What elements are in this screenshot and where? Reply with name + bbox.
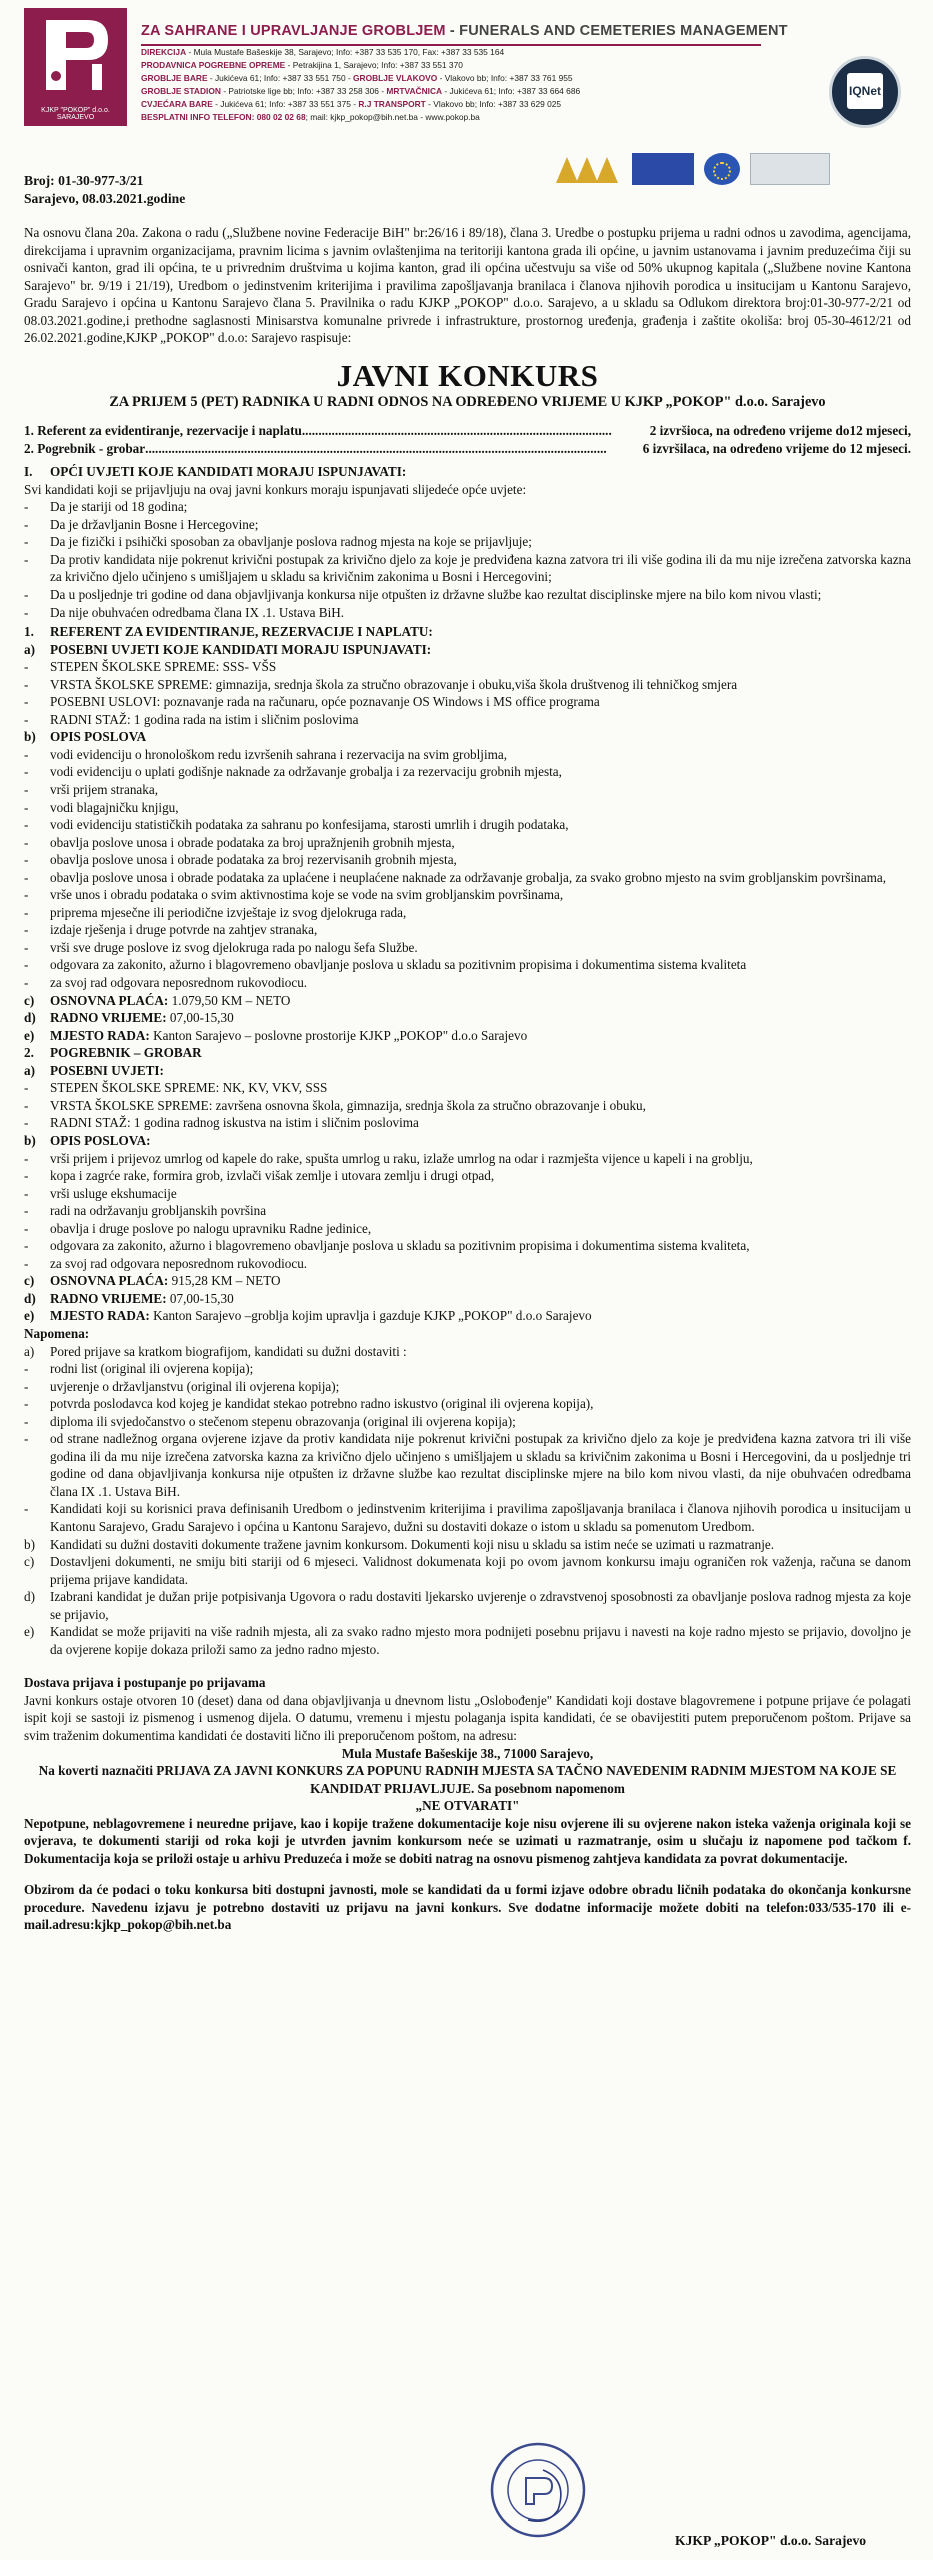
pogrebnik-duty-item [24,1202,911,1220]
referent-duty-item-text: obavlja poslove unosa i obrade podataka za uplaćene i neuplaćene naknade za održavanje grobalja, za svako grobno mjesto na svim grobljanskim površinama, [50,869,887,885]
pogrebnik-heading: 2. POGREBNIK – GROBAR [24,1045,202,1061]
job-fact [24,1027,911,1045]
required-document-item-marker: - [24,1361,29,1377]
job-fact-marker: e) [24,1027,35,1043]
job-fact-text [50,992,911,1010]
referent-duty-item [24,974,911,992]
pogrebnik-duty-item-marker: - [24,1238,29,1254]
required-document-item-text: Kandidati koji su korisnici prava definisanih Uredbom o jedinstvenim kriterijima i pravilima zapošljavanja branilaca i članova njihovih porodica u insitucijam u Kantonu Sarajevo, Gradu Sarajevo i općina u Kantonu Sarajevo, dužni su dostaviti dokaze o istom u skladu sa pomenutom Uredbom. [50,1501,911,1534]
referent-duties-list [24,746,911,992]
referent-duty-item-marker: - [24,904,29,920]
referent-duty-item [24,851,911,869]
incomplete-applications-warning: Nepotpune, neblagovremene i neuredne prijave, kao i kopije tražene dokumentacije koje nisu ovjerene ili su ovjerene nakon isteka važenja originala koji se ovjerava, te dokumenti stariji od roka koji je utvrđen javnim konkursom neće se uzimati u razmatranje, osim u slučaju iz napomene pod tačkom f. Dokumentacija koja se priloži ostaje u arhivu Preduzeća i može se dobiti natrag na osnovu pismenog zahtjeva kandidata za povrat dokumentacije. [24,1815,911,1866]
logo-caption: KJKP "POKOP" d.o.o. SARAJEVO [41,106,110,122]
required-documents-list [24,1360,911,1535]
privacy-consent-note: Obzirom da će podaci o toku konkursa biti dostupni javnosti, mole se kandidati da u formi izjave odobre obradu ličnih podataka do okončanja konkursne procedure. Navedenu izjavu je potrebno dostaviti uz prijavu na javni konkurs. Sve dodatne informacije možete dobiti na telefon:033/535-170 ili e-mail.adresu:kjkp_pokop@bih.net.ba [24,1882,911,1933]
general-condition-item [24,498,911,516]
referent-duty-item-text: obavlja poslove unosa i obrade podataka za broj rezervisanih grobnih mjesta, [50,852,457,868]
job-fact-value: 915,28 KM – NETO [168,1273,281,1289]
general-condition-item-marker: - [24,551,29,567]
required-document-item-text: od strane nadležnog organa ovjerene izjave da protiv kandidata nije pokrenut krivični postupak za krivično djelo za koje je predviđena kazna zatvora tri ili više godina ili da mu nije izrečena zatvorska kazna za krivično djelo učinjeno s umišljajem u skladu sa krivičnim zakonima u Bosni i Hercegovini, da u posljednje tri godine od dana objavljivanja konkursa nije otpušten iz državne službe kao rezultat disciplinske mjere na bilo kom nivou vlasti, da nije obuhvaćen odredbama člana IX .1. Ustava BiH. [50,1431,911,1499]
job-fact-value: Kanton Sarajevo –groblja kojim upravlja i gazduje KJKP „POKOP" d.o.o Sarajevo [149,1308,592,1324]
contact-text: - Jukićeva 61; Info: +387 33 664 686 [442,86,581,97]
contact-text: - Petrakijina 1, Sarajevo; Info: +387 33 551 370 [285,60,463,71]
note-marker: d) [24,1589,35,1605]
certificate-badge-icon [750,153,830,185]
general-condition-item-marker: - [24,516,29,532]
contact-label: GROBLJE BARE [141,73,208,84]
contact-label: BESPLATNI INFO TELEFON: 080 02 02 68 [141,112,306,123]
general-conditions-heading: I. OPĆI UVJETI KOJE KANDIDATI MORAJU ISPUNJAVATI: [24,464,407,480]
iqnet-cert-label: IQNet [847,73,883,109]
referent-conditions-heading: a) POSEBNI UVJETI KOJE KANDIDATI MORAJU ISPUNJAVATI: [24,641,432,657]
contact-text: ; mail: kjkp_pokop@bih.net.ba - www.pokop.ba [305,112,480,123]
referent-duty-item-text: vodi blagajničku knjigu, [50,799,179,815]
pogrebnik-condition-item [24,1079,911,1097]
company-title-ba: ZA SAHRANE I UPRAVLJANJE GROBLJEM [141,23,446,39]
required-document-item [24,1430,911,1500]
job-fact-marker: d) [24,1010,36,1026]
pogrebnik-duty-item-marker: - [24,1255,29,1271]
referent-duty-item-text: vodi evidenciju statističkih podataka za sahranu po konfesijama, starosti umrlih i drugih podataka, [50,817,569,833]
required-document-item [24,1360,911,1378]
signature-label: KJKP „POKOP" d.o.o. Sarajevo [675,2533,867,2548]
note-item [24,1588,911,1623]
referent-condition-item-text: POSEBNI USLOVI: poznavanje rada na računaru, opće poznavanje OS Windows i MS office programa [50,694,600,710]
konkurs-title: JAVNI KONKURS [336,357,599,393]
contact-lines [141,46,761,124]
contact-line [141,98,761,111]
job-fact-key: OSNOVNA PLAĆA: [50,992,169,1008]
notes-heading: Napomena: [24,1325,90,1341]
position-leader-dots: ............................................................................................................................................ [145,440,607,456]
required-document-item-marker: - [24,1501,29,1517]
required-document-item-marker: - [24,1378,29,1394]
referent-conditions-list [24,658,911,728]
referent-duty-item-marker: - [24,764,29,780]
pogrebnik-duty-item [24,1185,911,1203]
general-conditions-list [24,498,911,621]
general-conditions-lead: Svi kandidati koji se prijavljuju na ovaj javni konkurs moraju ispunjavati slijedeće opće uvjete: [24,481,527,497]
delivery-heading: Dostava prijava i postupanje po prijavama [24,1675,266,1691]
referent-duty-item [24,939,911,957]
pogrebnik-duties-heading: b) OPIS POSLOVA: [24,1132,151,1148]
general-condition-item [24,533,911,551]
job-fact-text [50,1027,911,1045]
pogrebnik-duty-item-marker: - [24,1185,29,1201]
general-condition-item-text: Da je fizički i psihički sposoban za obavljanje poslova radnog mjesta na koje se prijavljuje; [50,534,532,550]
envelope-instruction: Na koverti naznačiti PRIJAVA ZA JAVNI KONKURS ZA POPUNU RADNIH MJESTA SA TAČNO NAVEDENIM RADNIM MJESTOM NA KOJE SE KANDIDAT PRIJAVLJUJE. Sa posebnom napomenom [38,1763,897,1796]
pogrebnik-duty-item [24,1150,911,1168]
pogrebnik-duty-item [24,1255,911,1273]
referent-duty-item [24,799,911,817]
job-fact-value: 07,00-15,30 [166,1010,234,1026]
referent-duty-item-marker: - [24,939,29,955]
contact-label: PRODAVNICA POGREBNE OPREME [141,60,286,71]
job-fact-text [50,1307,911,1325]
referent-duty-item-text: za svoj rad odgovara neposrednom rukovodiocu. [50,975,308,991]
position-leader-dots: .............................................................................................. [301,423,612,439]
required-document-item [24,1413,911,1431]
required-document-item-text: rodni list (original ili ovjerena kopija); [50,1361,254,1377]
referent-duty-item-marker: - [24,782,29,798]
pogrebnik-condition-item [24,1097,911,1115]
general-condition-item [24,604,911,622]
compliance-badge-icon [632,153,694,185]
required-document-item [24,1378,911,1396]
notes-docs-intro: a) Pored prijave sa kratkom biografijom, kandidati su dužni dostaviti : [24,1343,407,1359]
note-item [24,1553,911,1588]
pogrebnik-condition-item [24,1114,911,1132]
general-condition-item-marker: - [24,534,29,550]
job-fact-marker: c) [24,992,35,1008]
job-fact-key: OSNOVNA PLAĆA: [50,1273,169,1289]
pogrebnik-condition-item-marker: - [24,1115,29,1131]
general-condition-item-text: Da je stariji od 18 godina; [50,499,188,515]
referent-duty-item-text: obavlja poslove unosa i obrade podataka za broj upražnjenih grobnih mjesta, [50,834,455,850]
referent-condition-item-marker: - [24,659,29,675]
job-fact-key: RADNO VRIJEME: [50,1010,167,1026]
pogrebnik-duty-item-text: obavlja i druge poslove po nalogu upravniku Radne jedinice, [50,1220,372,1236]
job-fact [24,992,911,1010]
pogrebnik-facts [24,1272,911,1325]
referent-duty-item-text: vodi evidenciju o uplati godišnje naknade za održavanje grobalja i za rezervaciju grobnih mjesta, [50,764,562,780]
company-title-en: - FUNERALS AND CEMETERIES MANAGEMENT [449,23,788,39]
pogrebnik-conditions-list [24,1079,911,1132]
job-fact-key: MJESTO RADA: [50,1027,150,1043]
contact-text: - Vlakovo bb; Info: +387 33 629 025 [425,99,562,110]
job-fact-value: 1.079,50 KM – NETO [168,992,291,1008]
contact-label: DIREKCIJA [141,47,187,58]
pokop-logo [24,8,127,126]
contact-line [141,111,761,124]
pogrebnik-duty-item-text: odgovara za zakonito, ažurno i blagovremeno obavljanje poslova u skladu sa pozitivnim propisima i dokumentima sistema kvaliteta, [50,1238,750,1254]
contact-line [141,59,761,72]
referent-duties-heading: b) OPIS POSLOVA [24,729,147,745]
referent-condition-item [24,658,911,676]
eu-stars-icon [704,153,740,185]
referent-duty-item [24,834,911,852]
referent-facts [24,992,911,1045]
contact-label: CVJEĆARA BARE [141,99,213,110]
job-fact-marker: c) [24,1273,35,1289]
note-text: Izabrani kandidat je dužan prije potpisivanja Ugovora o radu dostaviti ljekarsko uvjerenje o zdravstvenoj sposobnosti za obavljanje poslova radnog mjesta za koje se prijavio, [50,1589,911,1622]
referent-condition-item-marker: - [24,694,29,710]
referent-duty-item [24,869,911,887]
positions-list [24,422,911,457]
quality-badges [556,153,830,185]
referent-condition-item [24,676,911,694]
reference-date: Sarajevo, 08.03.2021.godine [24,191,186,207]
job-fact [24,1009,911,1027]
referent-duty-item-text: vrše unos i obradu podataka o svim aktivnostima koje se vode na svim grobljanskim površinama, [50,887,564,903]
pokop-emblem-icon [36,16,116,98]
job-fact-key: RADNO VRIJEME: [50,1290,167,1306]
contact-label: MRTVAČNICA [386,86,443,97]
pogrebnik-duty-item [24,1237,911,1255]
pogrebnik-condition-item-text: RADNI STAŽ: 1 godina radnog iskustva na istim i sličnim poslovima [50,1115,419,1131]
pogrebnik-duty-item-marker: - [24,1220,29,1236]
job-fact-key: MJESTO RADA: [50,1308,150,1324]
referent-duty-item [24,956,911,974]
intro-paragraph: Na osnovu člana 20a. Zakona o radu („Službene novine Federacije BiH" br:26/16 i 89/18), člana 3. Uredbe o postupku prijema u radni odnos u zavodima, agencijama, direkcijama i upravnim organizacijama, pravnim licima s javnim ovlaštenjima na teritoriji kantona grada ili općine, u javnim ustanovama i javnim preduzećima čiji su osnivači kanton, grad ili općina, te u privrednim društvima u kojima kanton, grad ili općina učestvuju sa više od 50% ukupnog kapitala („Službene novine Kantona Sarajevo" br. 9/19 i 21/19), Uredbom o jedinstvenim kriterijima i pravilima zapošljavanja branilaca i članova njihovih porodica u insitucijam u Kantonu Sarajevo, Gradu Sarajevo i općina u Kantonu Sarajevo člana 5. Pravilnika o radu KJKP „POKOP" d.o.o. Sarajevo, a u skladu sa Odlukom direktora broj:01-30-977-2/21 od 08.03.2021.godine,i prethodne saglasnosti Minisarstva komunalne privrede i infrastrukture, prostornog uređenja, građenja i zaštite okoliša: broj 05-30-4612/21 od 26.02.2021.godine,KJKP „POKOP" d.o.o: Sarajevo raspisuje: [24,225,911,346]
note-text: Dostavljeni dokumenti, ne smiju biti stariji od 6 mjeseci. Validnost dokumenata koji po ovom javnom konkursu imaju ograničen rok važenja, računa se danom prijema prijave kandidata. [50,1554,911,1587]
pogrebnik-conditions-heading: a) POSEBNI UVJETI: [24,1062,164,1078]
pogrebnik-duty-item-marker: - [24,1203,29,1219]
job-fact-marker: e) [24,1308,35,1324]
job-fact [24,1290,911,1308]
job-fact [24,1272,911,1290]
pogrebnik-condition-item-text: STEPEN ŠKOLSKE SPREME: NK, KV, VKV, SSS [50,1080,328,1096]
position-line [24,440,911,458]
position-name: 1. Referent za evidentiranje, rezervacije i naplatu [24,423,302,439]
contact-line [141,72,761,85]
job-fact-text [50,1272,911,1290]
referent-condition-item-text: STEPEN ŠKOLSKE SPREME: SSS- VŠS [50,659,277,675]
referent-duty-item-text: priprema mjesečne ili periodične izvještaje iz svog djelokruga rada, [50,904,407,920]
referent-duty-item-marker: - [24,852,29,868]
general-condition-item [24,551,911,586]
referent-duty-item-marker: - [24,869,29,885]
note-text: Kandidat se može prijaviti na više radnih mjesta, ali za svako radno mjesto mora podnijeti posebnu prijavu i navesti na koje radno mjesto se prijavio, dovoljno je da ovjerene kopije dokaza priloži samo za jedno radno mjesto. [50,1624,911,1657]
referent-condition-item-marker: - [24,676,29,692]
note-marker: b) [24,1536,35,1552]
note-text: Kandidati su dužni dostaviti dokumente tražene javnim konkursom. Dokumenti koji nisu u skladu sa istim neće se uzimati u razmatranje. [50,1536,775,1552]
required-document-item-text: diploma ili svjedočanstvo o stečenom stepenu obrazovanja (original ili ovjerena kopija); [50,1413,516,1429]
note-marker: e) [24,1624,35,1640]
referent-duty-item-marker: - [24,922,29,938]
reference-number: Broj: 01-30-977-3/21 [24,173,144,188]
required-document-item-text: uvjerenje o državljanstvu (original ili ovjerena kopija); [50,1378,340,1394]
referent-duty-item-marker: - [24,975,29,991]
note-item [24,1623,911,1658]
pogrebnik-duties-list [24,1150,911,1273]
contact-text: - Jukićeva 61; Info: +387 33 551 375 - [212,99,359,110]
referent-duty-item [24,746,911,764]
general-condition-item-marker: - [24,499,29,515]
contact-label: GROBLJE STADION [141,86,221,97]
contact-text: - Mula Mustafe Bašeskije 38, Sarajevo; Info: +387 33 535 170, Fax: +387 33 535 164 [186,47,505,58]
referent-duty-item [24,816,911,834]
pogrebnik-duty-item [24,1167,911,1185]
pogrebnik-duty-item [24,1220,911,1238]
contact-text: - Jukićeva 61; Info: +387 33 551 750 - [207,73,354,84]
delivery-paragraph: Javni konkurs ostaje otvoren 10 (deset) dana od dana objavljivanja u dnevnom listu „Oslobođenje" Kandidati koji dostave blagovremene i potpune prijave će polagati ispit koji se sastoji iz pismenog i usmenog dijela. O datumu, vremenu i mjestu polaganja ispita kandidati, će se obavijestiti putem preporučenom poštom. Prijave sa svim traženim dokumentima kandidati će dostaviti lično ili preporučenom poštom, na adresu: [24,1692,911,1743]
referent-duty-item-marker: - [24,746,29,762]
pogrebnik-duty-item-marker: - [24,1150,29,1166]
position-name: 2. Pogrebnik - grobar [24,440,146,456]
referent-duty-item-marker: - [24,887,29,903]
official-stamp [488,2440,588,2540]
required-document-item-marker: - [24,1396,29,1412]
job-fact-value: 07,00-15,30 [166,1290,234,1306]
general-condition-item-text: Da u posljednje tri godine od dana objavljivanja konkursa nije otpušten iz državne službe kao rezultat disciplinske mjere na bilo kom nivou vlasti; [50,587,822,602]
pogrebnik-duty-item-text: za svoj rad odgovara neposrednom rukovodiocu. [50,1255,308,1271]
required-document-item-marker: - [24,1431,29,1447]
contact-text: - Vlakovo bb; Info: +387 33 761 955 [437,73,573,84]
general-condition-item [24,586,911,604]
pogrebnik-duty-item-marker: - [24,1168,29,1184]
referent-condition-item [24,711,911,729]
general-condition-item-marker: - [24,604,29,620]
pogrebnik-condition-item-marker: - [24,1097,29,1113]
referent-duty-item [24,781,911,799]
job-fact-value: Kanton Sarajevo – poslovne prostorije KJKP „POKOP" d.o.o Sarajevo [149,1027,528,1043]
position-line [24,422,911,440]
referent-duty-item [24,904,911,922]
required-document-item [24,1500,911,1535]
company-title [141,8,788,46]
pogrebnik-duty-item-text: kopa i zagrće rake, formira grob, izvlači višak zemlje i utovara zemlju i drugi otpad, [50,1168,495,1184]
certificates [739,56,909,146]
pogrebnik-condition-item-text: VRSTA ŠKOLSKE SPREME: završena osnovna škola, gimnazija, srednja škola za stručno obrazovanje i obuku, [50,1097,646,1113]
pogrebnik-duty-item-text: radi na održavanju grobljanskih površina [50,1203,267,1219]
referent-duty-item-marker: - [24,957,29,973]
contact-block [141,8,788,168]
pogrebnik-duty-item-text: vrši usluge ekshumacije [50,1185,177,1201]
referent-condition-item-marker: - [24,711,29,727]
referent-condition-item-text: VRSTA ŠKOLSKE SPREME: gimnazija, srednja škola za stručno obrazovanje i obuku,viša škola društvenog ili tehničkog smjera [50,676,738,692]
referent-duty-item-text: izdaje rješenja i druge potvrde na zahtjev stranaka, [50,922,318,938]
general-condition-item-text: Da nije obuhvaćen odredbama člana IX .1. Ustava BiH. [50,604,345,620]
referent-heading: 1. REFERENT ZA EVIDENTIRANJE, REZERVACIJE I NAPLATU: [24,624,433,640]
referent-duty-item-text: vrši sve druge poslove iz svog djelokruga rada po nalogu šefa Službe. [50,939,418,955]
note-item [24,1536,911,1554]
job-fact-marker: d) [24,1290,36,1306]
referent-condition-item [24,693,911,711]
position-count: 2 izvršioca, na određeno vrijeme do12 mjeseci, [649,423,911,439]
referent-duty-item [24,921,911,939]
required-document-item-text: potvrda poslodavca kod kojeg je kandidat stekao potrebno radno iskustvo (original ili ovjerena kopija), [50,1396,594,1412]
general-condition-item [24,516,911,534]
referent-duty-item-text: vrši prijem stranaka, [50,782,159,798]
contact-line [141,46,761,59]
contact-label: GROBLJE VLAKOVO [353,73,438,84]
notes-list [24,1536,911,1659]
referent-duty-item [24,886,911,904]
referent-condition-item-text: RADNI STAŽ: 1 godina rada na istim i sličnim poslovima [50,711,359,727]
job-fact [24,1307,911,1325]
job-fact-text [50,1009,911,1027]
referent-duty-item-text: vodi evidenciju o hronološkom redu izvršenih sahrana i rezervacija na svim grobljima, [50,746,508,762]
contact-text: - Patriotske lige bb; Info: +387 33 258 306 - [220,86,387,97]
note-marker: c) [24,1554,35,1570]
contact-label: R.J TRANSPORT [358,99,426,110]
do-not-open-note: „NE OTVARATI" [415,1798,520,1814]
referent-duty-item-marker: - [24,799,29,815]
general-condition-item-text: Da je državljanin Bosne i Hercegovine; [50,516,259,532]
konkurs-subtitle: ZA PRIJEM 5 (PET) RADNIKA U RADNI ODNOS NA ODREĐENO VRIJEME U KJKP „POKOP" d.o.o. Sarajevo [109,394,826,411]
job-fact-text [50,1290,911,1308]
delivery-address: Mula Mustafe Bašeskije 38., 71000 Sarajevo, [341,1745,594,1761]
aaa-rating-icon [556,153,622,185]
referent-duty-item-marker: - [24,817,29,833]
referent-duty-item-marker: - [24,834,29,850]
general-condition-item-text: Da protiv kandidata nije pokrenut krivični postupak za krivično djelo za koje je predviđena kazna zatvora tri ili više godina ili da mu nije izrečena zatvorska kazna za krivično djelo učinjeno s umišljajem u skladu sa krivičnim zakonima u Bosni i Hercegovini; [50,551,911,585]
position-count: 6 izvršilaca, na određeno vrijeme do 12 mjeseci. [642,440,911,456]
required-document-item-marker: - [24,1413,29,1429]
pogrebnik-duty-item-text: vrši prijem i prijevoz umrlog od kapele do rake, spušta umrlog u raku, izlaže umrlog na odar i razmješta vijence u kapeli i na groblju, [50,1150,753,1166]
referent-duty-item [24,763,911,781]
contact-line [141,85,761,98]
letterhead [24,8,911,168]
general-condition-item-marker: - [24,587,29,602]
referent-duty-item-text: odgovara za zakonito, ažurno i blagovremeno obavljanje poslova u skladu sa pozitivnim propisima i dokumentima sistema kvaliteta [50,957,747,973]
required-document-item [24,1395,911,1413]
iqnet-cert-icon [829,56,901,128]
pogrebnik-condition-item-marker: - [24,1080,29,1096]
